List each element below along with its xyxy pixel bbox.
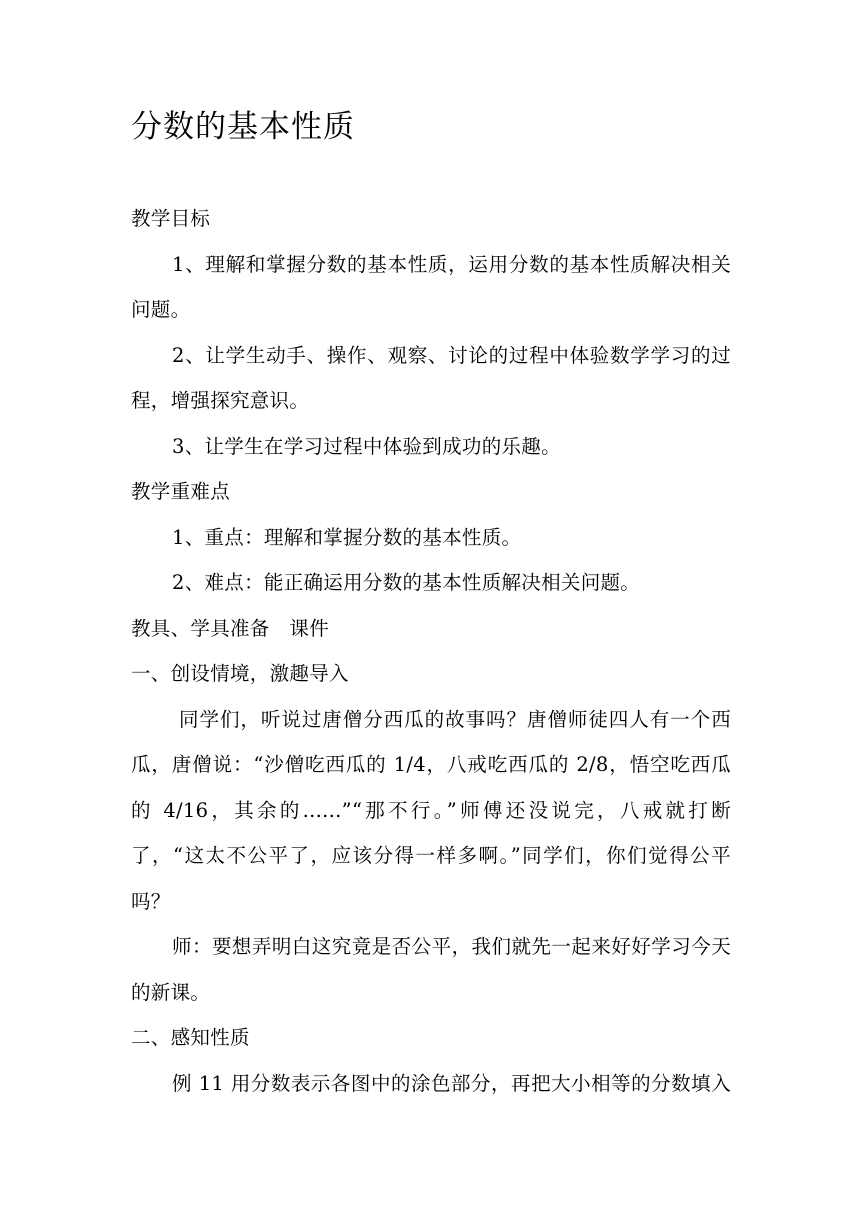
goal-2-line-1: 2、让学生动手、操作、观察、讨论的过程中体验数学学习的过 — [172, 343, 731, 367]
section-heading-part-1: 一、创设情境，激趣导入 — [131, 662, 349, 685]
story-line-2: 瓜，唐僧说：“沙僧吃西瓜的 1/4，八戒吃西瓜的 2/8，悟空吃西瓜 — [131, 753, 731, 776]
story-line-1: 同学们，听说过唐僧分西瓜的故事吗？唐僧师徒四人有一个西 — [179, 707, 731, 731]
story-line-4: 了，“这太不公平了，应该分得一样多啊。”同学们，你们觉得公平 — [131, 844, 731, 867]
goal-1-line-2: 问题。 — [131, 298, 191, 321]
teacher-line-1: 师：要想弄明白这究竟是否公平，我们就先一起来好好学习今天 — [172, 935, 731, 958]
goal-1-line-1: 1、理解和掌握分数的基本性质，运用分数的基本性质解决相关 — [172, 252, 731, 276]
story-line-5: 吗？ — [131, 889, 171, 913]
section-heading-part-2: 二、感知性质 — [131, 1026, 250, 1049]
goal-2-line-2: 程，增强探究意识。 — [131, 389, 310, 412]
document-title: 分数的基本性质 — [131, 109, 355, 145]
key-point-1: 1、重点：理解和掌握分数的基本性质。 — [172, 525, 522, 549]
key-point-2: 2、难点：能正确运用分数的基本性质解决相关问题。 — [172, 571, 641, 594]
example-11-line-1: 例 11 用分数表示各图中的涂色部分，再把大小相等的分数填入 — [172, 1071, 731, 1095]
teacher-line-2: 的新课。 — [131, 980, 211, 1004]
document-body — [131, 196, 731, 1106]
section-heading-materials: 教具、学具准备 课件 — [131, 616, 330, 640]
section-heading-key-points: 教学重难点 — [131, 480, 231, 503]
story-line-3: 的 4/16，其余的......”“那不行。”师傅还没说完，八戒就打断 — [131, 798, 731, 822]
section-heading-teaching-goals: 教学目标 — [131, 207, 211, 230]
goal-3-line-1: 3、让学生在学习过程中体验到成功的乐趣。 — [172, 434, 561, 458]
